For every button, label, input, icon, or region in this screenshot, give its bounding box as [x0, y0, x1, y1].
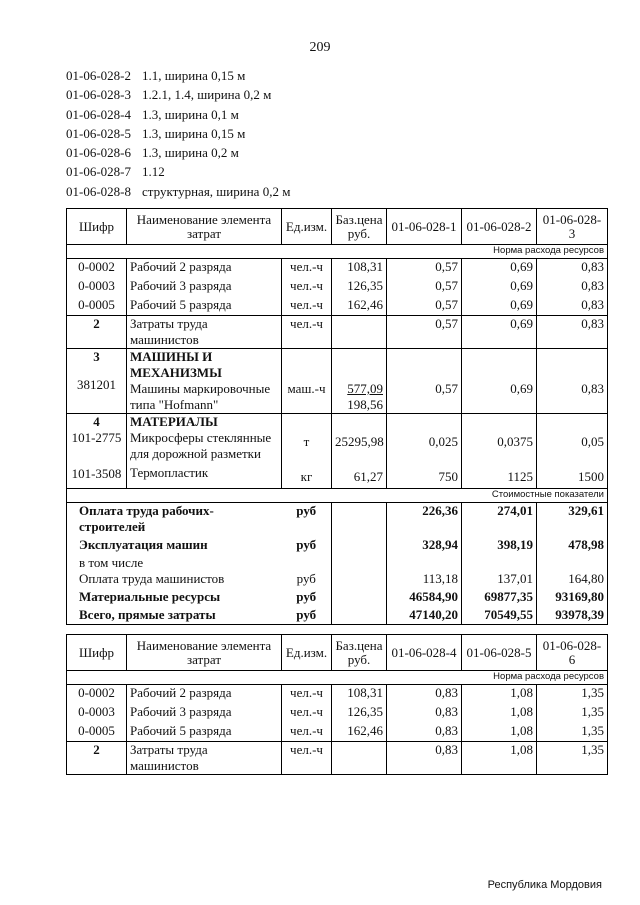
- table-row: [67, 297, 608, 316]
- code-desc: 1.3, ширина 0,15 м: [142, 125, 246, 141]
- row-price: 162,46: [332, 723, 387, 742]
- row-unit: чел.-ч: [282, 685, 332, 704]
- resource-table-1: [66, 208, 608, 625]
- code: 01-06-028-8: [66, 183, 131, 199]
- row-price: [332, 589, 387, 607]
- row-code: 0-0005: [67, 723, 127, 742]
- value-text: 0,025: [428, 434, 458, 449]
- row-name: [127, 414, 282, 489]
- col-code: 01-06-028-3: [537, 209, 608, 245]
- row-code: [67, 349, 127, 414]
- row-value: 0,57: [387, 278, 462, 297]
- row-value: 0,83: [537, 259, 608, 278]
- row-value: 0,83: [387, 704, 462, 723]
- row-value: 0,69: [462, 297, 537, 316]
- row-value: 137,01: [462, 571, 537, 589]
- row-code: 0-0002: [67, 685, 127, 704]
- row-name: [127, 742, 282, 775]
- row-name: Рабочий 3 разряда: [127, 278, 282, 297]
- col-unit: Ед.изм.: [282, 209, 332, 245]
- table-row-machines: [67, 349, 608, 414]
- table-row-materials: [67, 414, 608, 489]
- section-label: Стоимостные показатели: [67, 489, 608, 503]
- value-text: 0,83: [581, 381, 604, 396]
- row-price: 126,35: [332, 704, 387, 723]
- unit-text: т: [303, 434, 310, 449]
- code-list-item: [66, 182, 290, 201]
- row-value: 1,35: [537, 704, 608, 723]
- row-price: [332, 503, 387, 537]
- row-name: Рабочий 2 разряда: [127, 259, 282, 278]
- row-name: Оплата труда машинистов: [67, 571, 282, 589]
- row-name-line: Затраты труда: [130, 316, 208, 331]
- row-value: 0,57: [387, 297, 462, 316]
- code-desc: 1.2.1, 1.4, ширина 0,2 м: [142, 87, 272, 103]
- row-name: [127, 349, 282, 414]
- section-code: 3: [93, 349, 100, 364]
- col-code: 01-06-028-2: [462, 209, 537, 245]
- row-value: 0,69: [462, 259, 537, 278]
- row-unit: чел.-ч: [282, 278, 332, 297]
- page-number: 209: [309, 40, 331, 55]
- table-row: [67, 704, 608, 723]
- row-unit: руб: [282, 537, 332, 555]
- row-code: 0-0005: [67, 297, 127, 316]
- resource-table-2: [66, 634, 608, 775]
- price-text: 577,09: [347, 381, 383, 396]
- col-name: Наименование элемента затрат: [127, 209, 282, 245]
- table-row: [67, 685, 608, 704]
- row-name-line: Микросферы стеклянные: [130, 430, 272, 445]
- row-value: 0,83: [537, 278, 608, 297]
- code: 01-06-028-6: [66, 145, 131, 161]
- row-value: 398,19: [462, 537, 537, 555]
- row-value: 0,69: [462, 316, 537, 349]
- value-text: 750: [438, 469, 458, 484]
- price-text: 25295,98: [335, 434, 384, 449]
- value-text: 0,0375: [497, 434, 533, 449]
- row-value: 93978,39: [537, 607, 608, 625]
- row-name: в том числе: [67, 555, 282, 571]
- row-name-line: для дорожной разметки: [130, 446, 261, 461]
- section-title: МЕХАНИЗМЫ: [130, 365, 222, 380]
- row-value: 1,35: [537, 742, 608, 775]
- item-code: 101-2775: [71, 430, 122, 445]
- code-list-item: [66, 105, 290, 124]
- row-value: 164,80: [537, 571, 608, 589]
- section-title: МАТЕРИАЛЫ: [130, 414, 218, 429]
- row-unit: чел.-ч: [282, 723, 332, 742]
- row-name-line: машинистов: [130, 758, 199, 773]
- col-code: 01-06-028-6: [537, 635, 608, 671]
- section-code: 4: [93, 414, 100, 429]
- code-list: [66, 66, 290, 201]
- col-cipher: Шифр: [67, 209, 127, 245]
- table-row: [67, 571, 608, 589]
- price-text: 61,27: [353, 469, 383, 484]
- row-code: 0-0003: [67, 278, 127, 297]
- row-value: [537, 349, 608, 414]
- row-price: [332, 349, 387, 414]
- row-value: 69877,35: [462, 589, 537, 607]
- row-name: Эксплуатация машин: [67, 537, 282, 555]
- row-price: [332, 537, 387, 555]
- price-text: 198,56: [347, 397, 383, 412]
- row-name-line: типа "Hofmann": [130, 397, 219, 412]
- table-row-labor: [67, 742, 608, 775]
- row-value: 70549,55: [462, 607, 537, 625]
- row-price: [332, 607, 387, 625]
- row-value: [462, 349, 537, 414]
- row-unit: [282, 349, 332, 414]
- table-header-row: [67, 209, 608, 245]
- code-list-item: [66, 143, 290, 162]
- row-value: 113,18: [387, 571, 462, 589]
- row-code: 0-0003: [67, 704, 127, 723]
- row-price: [332, 571, 387, 589]
- row-name: [127, 316, 282, 349]
- code-desc: 1.3, ширина 0,1 м: [142, 106, 239, 122]
- row-value: 47140,20: [387, 607, 462, 625]
- row-name-line: строителей: [79, 519, 146, 534]
- row-unit: руб: [282, 589, 332, 607]
- row-value: [387, 414, 462, 489]
- row-value: 0,83: [387, 685, 462, 704]
- code-desc: структурная, ширина 0,2 м: [142, 183, 291, 199]
- row-unit: руб: [282, 503, 332, 537]
- row-name: Рабочий 2 разряда: [127, 685, 282, 704]
- value-text: 1125: [507, 469, 533, 484]
- code-list-item: [66, 66, 290, 85]
- col-code: 01-06-028-4: [387, 635, 462, 671]
- row-value: 1,08: [462, 685, 537, 704]
- row-value: 0,83: [537, 297, 608, 316]
- row-value: 226,36: [387, 503, 462, 537]
- value-text: 0,69: [510, 381, 533, 396]
- value-text: 0,05: [581, 434, 604, 449]
- row-price: [332, 742, 387, 775]
- col-name: Наименование элемента затрат: [127, 635, 282, 671]
- row-name: Рабочий 3 разряда: [127, 704, 282, 723]
- row-name-line: Термопластик: [130, 465, 209, 480]
- code: 01-06-028-7: [66, 164, 131, 180]
- col-unit: Ед.изм.: [282, 635, 332, 671]
- table-row: [67, 503, 608, 537]
- row-code: 2: [67, 316, 127, 349]
- code: 01-06-028-3: [66, 87, 131, 103]
- row-name-line: Оплата труда рабочих-: [79, 503, 214, 518]
- row-value: 0,83: [537, 316, 608, 349]
- row-name-line: машинистов: [130, 332, 199, 347]
- row-value: 46584,90: [387, 589, 462, 607]
- table-row: [67, 259, 608, 278]
- row-value: 1,08: [462, 704, 537, 723]
- row-price: [332, 414, 387, 489]
- code: 01-06-028-5: [66, 125, 131, 141]
- value-text: 0,57: [435, 381, 458, 396]
- table-row: [67, 555, 608, 571]
- row-value: 0,69: [462, 278, 537, 297]
- code-desc: 1.3, ширина 0,2 м: [142, 145, 239, 161]
- row-value: 0,83: [387, 742, 462, 775]
- row-price: 126,35: [332, 278, 387, 297]
- row-value: [462, 414, 537, 489]
- col-code: 01-06-028-5: [462, 635, 537, 671]
- row-unit: чел.-ч: [282, 259, 332, 278]
- row-value: 0,83: [387, 723, 462, 742]
- row-value: 1,08: [462, 742, 537, 775]
- table-row: [67, 589, 608, 607]
- item-code: 101-3508: [71, 466, 122, 481]
- row-value: [537, 414, 608, 489]
- col-base-price: Баз.цена руб.: [332, 635, 387, 671]
- row-unit: чел.-ч: [282, 297, 332, 316]
- code-desc: 1.12: [142, 164, 165, 180]
- row-unit: руб: [282, 571, 332, 589]
- unit-text: маш.-ч: [287, 381, 326, 396]
- table-row: [67, 278, 608, 297]
- table-row: [67, 723, 608, 742]
- row-price: 162,46: [332, 297, 387, 316]
- section-label: Норма расхода ресурсов: [67, 671, 608, 685]
- code-desc: 1.1, ширина 0,15 м: [142, 68, 246, 83]
- row-value: 478,98: [537, 537, 608, 555]
- row-name: [67, 503, 282, 537]
- table-row-total: [67, 607, 608, 625]
- row-price: 108,31: [332, 685, 387, 704]
- row-value: 0,57: [387, 259, 462, 278]
- row-unit: [282, 414, 332, 489]
- row-name: Рабочий 5 разряда: [127, 297, 282, 316]
- code-list-item: [66, 162, 290, 181]
- row-value: 1,08: [462, 723, 537, 742]
- row-unit: чел.-ч: [282, 742, 332, 775]
- unit-text: кг: [300, 469, 313, 484]
- row-unit: чел.-ч: [282, 316, 332, 349]
- code-list-item: [66, 85, 290, 104]
- row-name: Материальные ресурсы: [67, 589, 282, 607]
- row-unit: чел.-ч: [282, 704, 332, 723]
- code: 01-06-028-2: [66, 68, 131, 83]
- row-code: 0-0002: [67, 259, 127, 278]
- value-text: 1500: [578, 469, 604, 484]
- row-code: 2: [67, 742, 127, 775]
- col-code: 01-06-028-1: [387, 209, 462, 245]
- row-code: [67, 414, 127, 489]
- row-value: 1,35: [537, 685, 608, 704]
- table-row-labor: [67, 316, 608, 349]
- section-label: Норма расхода ресурсов: [67, 245, 608, 259]
- row-price: 108,31: [332, 259, 387, 278]
- row-value: 328,94: [387, 537, 462, 555]
- footer-region: Республика Мордовия: [487, 879, 602, 891]
- row-value: 274,01: [462, 503, 537, 537]
- row-value: 1,35: [537, 723, 608, 742]
- table-header-row: [67, 635, 608, 671]
- row-name: Всего, прямые затраты: [67, 607, 282, 625]
- table-row: [67, 537, 608, 555]
- item-code: 381201: [77, 377, 116, 392]
- row-value: [387, 349, 462, 414]
- row-unit: руб: [282, 607, 332, 625]
- code: 01-06-028-4: [66, 106, 131, 122]
- section-title: МАШИНЫ И: [130, 349, 213, 364]
- row-name-line: Затраты труда: [130, 742, 208, 757]
- col-cipher: Шифр: [67, 635, 127, 671]
- code-list-item: [66, 124, 290, 143]
- row-value: 329,61: [537, 503, 608, 537]
- row-value: 0,57: [387, 316, 462, 349]
- row-value: 93169,80: [537, 589, 608, 607]
- col-base-price: Баз.цена руб.: [332, 209, 387, 245]
- row-name-line: Машины маркировочные: [130, 381, 271, 396]
- row-price: [332, 316, 387, 349]
- row-name: Рабочий 5 разряда: [127, 723, 282, 742]
